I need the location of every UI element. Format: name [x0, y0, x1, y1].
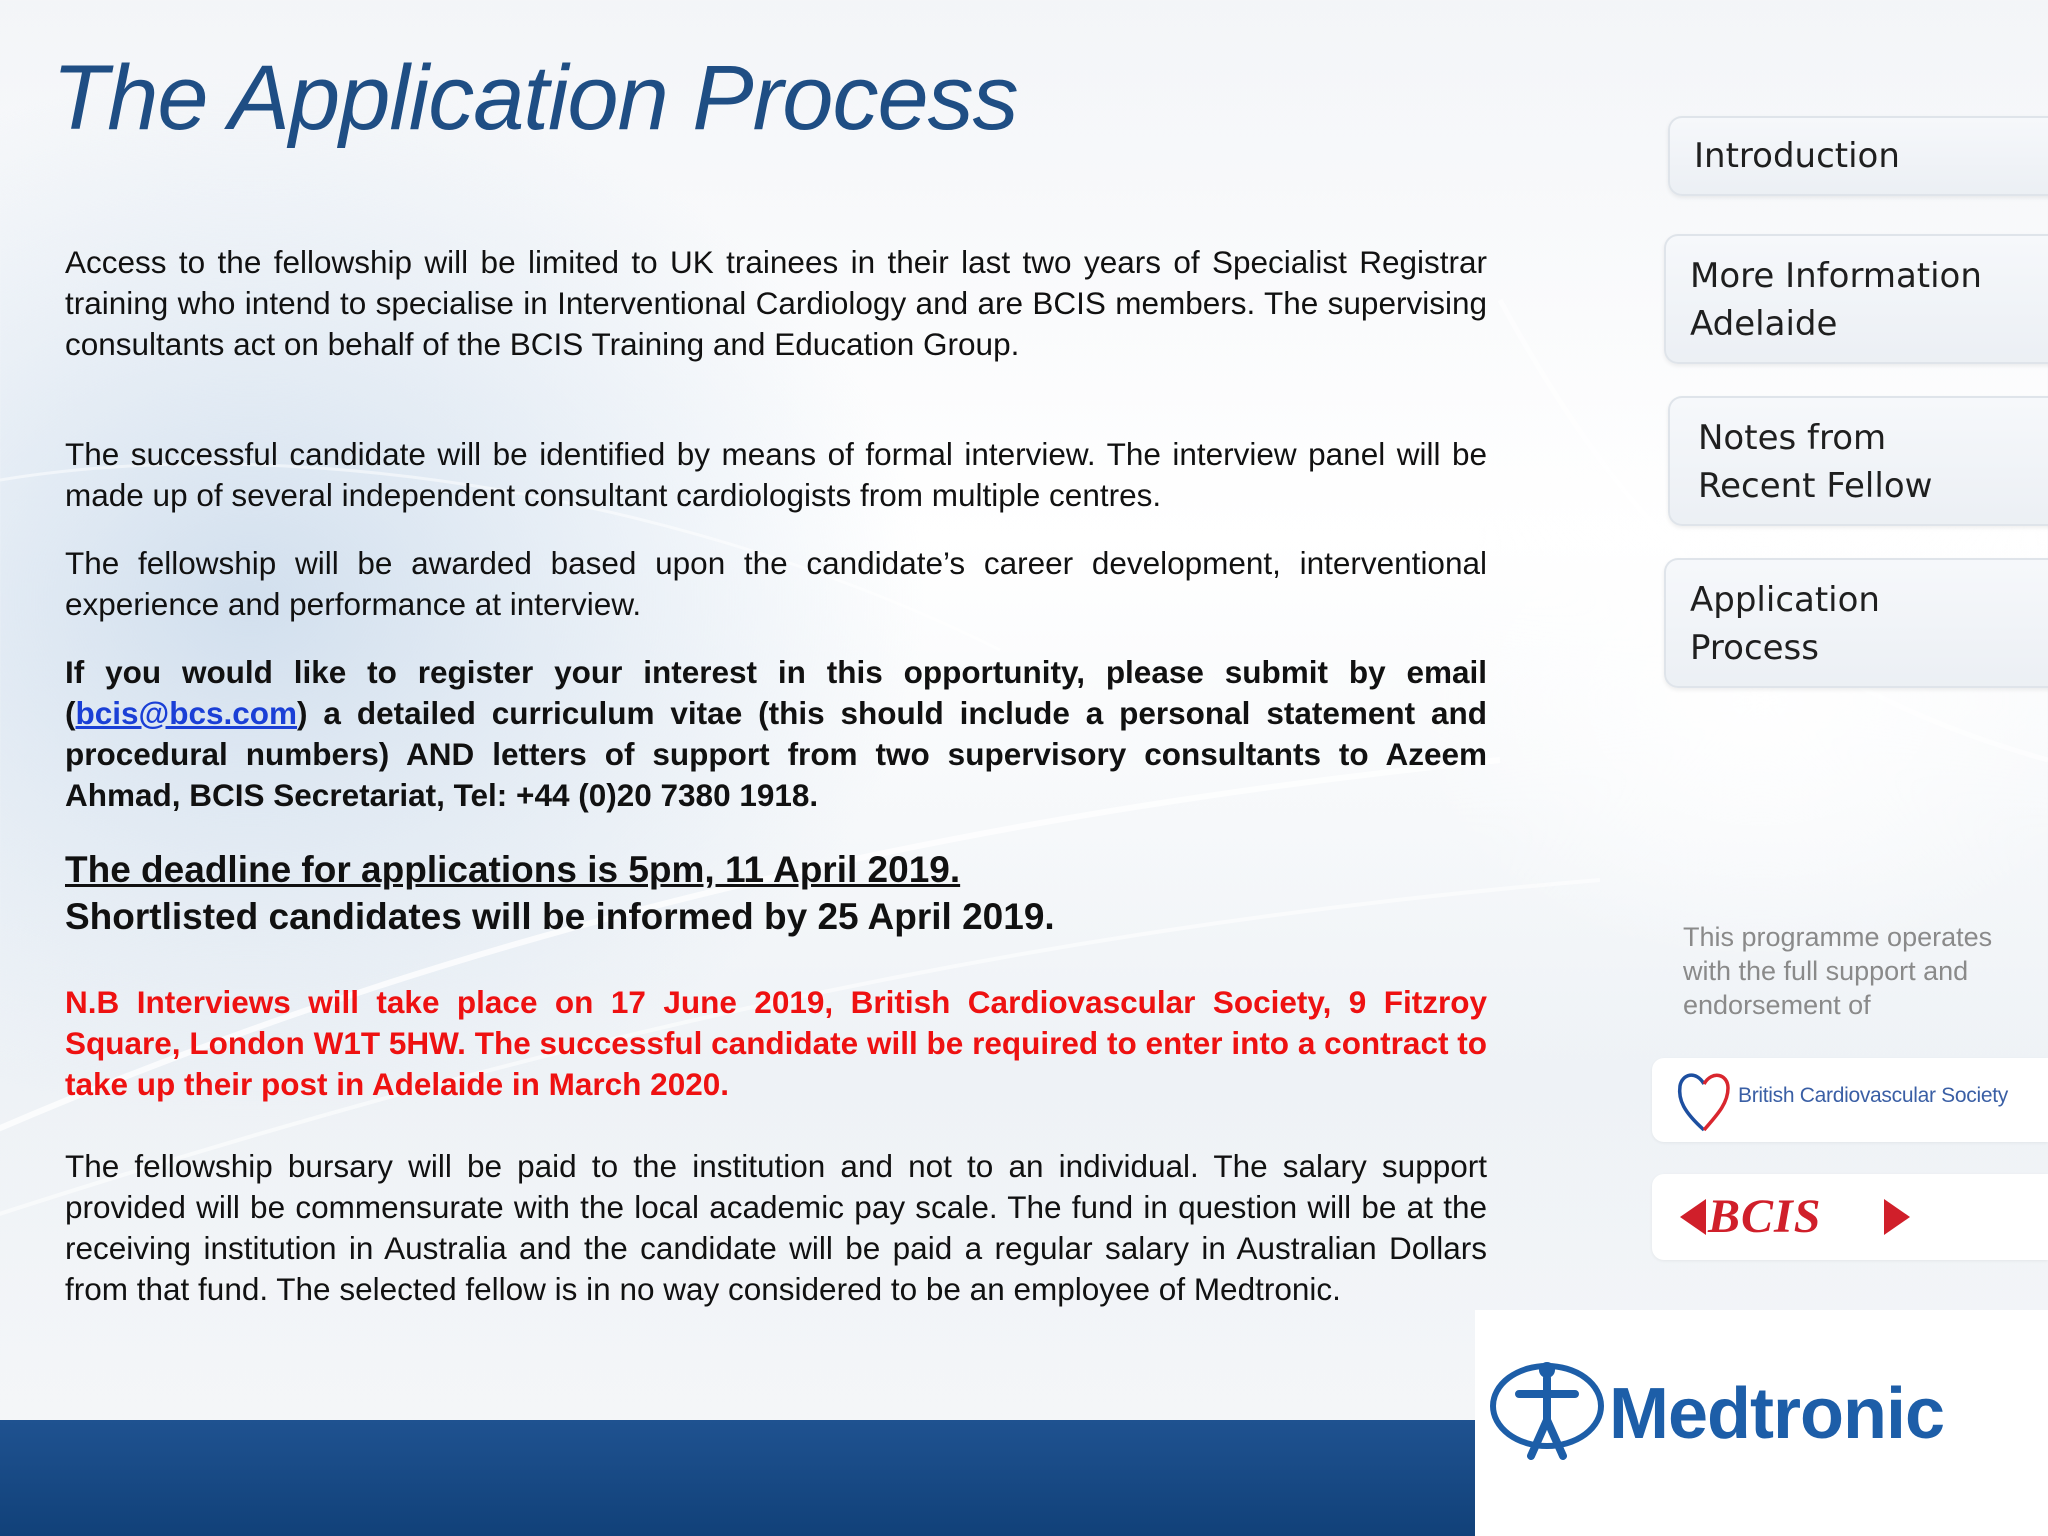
nav-application-process[interactable]	[1664, 558, 2048, 688]
bcs-logo-text: British Cardiovascular Society	[1738, 1084, 2008, 1107]
support-statement: This programme operates with the full support and endorsement of	[1683, 922, 1993, 1020]
medtronic-logo-text: Medtronic	[1609, 1374, 1945, 1454]
nav-notes-from-recent-fellow[interactable]	[1668, 396, 2048, 526]
interview-notice: N.B Interviews will take place on 17 June 2019, British Cardiovascular Society, 9 Fitzroy Square, London W1T 5HW. The successful candidate will be required to enter into a contract to take up their post in Adelaide in March 2020.	[65, 984, 1487, 1102]
nav-introduction-label: Introduction	[1694, 136, 1900, 176]
nav-notes-label-2: Recent Fellow	[1698, 466, 1933, 506]
shortlist-text: Shortlisted candidates will be informed by 25 April 2019.	[65, 896, 1055, 937]
heart-icon	[1674, 1064, 1734, 1136]
nav-more-info-label-2: Adelaide	[1690, 304, 1838, 344]
award-paragraph: The fellowship will be awarded based upon the candidate’s career development, interventional experience and performance at interview.	[65, 545, 1487, 622]
medtronic-figure-icon	[1489, 1360, 1605, 1460]
nav-notes-label-1: Notes from	[1698, 418, 1887, 458]
footer-bar	[0, 1420, 1478, 1536]
deadline-text: The deadline for applications is 5pm, 11 April 2019.	[65, 849, 961, 890]
bursary-paragraph: The fellowship bursary will be paid to the institution and not to an individual. The salary support provided will be commensurate with the local academic pay scale. The fund in question will be at the receiving institution in Australia and the candidate will be paid a regular salary in Australian Dollars from that fund. The selected fellow is in no way considered to be an employee of Medtronic.	[65, 1148, 1487, 1307]
email-link[interactable]: bcis@bcs.com	[75, 695, 298, 731]
bcis-logo	[1652, 1174, 2048, 1260]
nav-more-information-adelaide[interactable]	[1664, 234, 2048, 364]
selection-paragraph: The successful candidate will be identified by means of formal interview. The interview panel will be made up of several independent consultant cardiologists from multiple centres.	[65, 436, 1487, 513]
registration-text-before: If you would like to register your interest in this opportunity, please submit by email (	[65, 654, 1487, 731]
registration-text-after: ) a detailed curriculum vitae (this should include a personal statement and procedural numbers) AND letters of support from two supervisory consultants to Azeem Ahmad, BCIS Secretariat, Tel: +44 (0)20 7380 1918.	[65, 695, 1487, 813]
deadline-block	[65, 846, 1487, 940]
bcis-logo-text: BCIS	[1708, 1190, 1822, 1243]
registration-paragraph	[65, 652, 1487, 816]
nav-introduction[interactable]	[1668, 116, 2048, 196]
nav-application-label-2: Process	[1690, 628, 1819, 668]
eligibility-paragraph: Access to the fellowship will be limited to UK trainees in their last two years of Specialist Registrar training who intend to specialise in Interventional Cardiology and are BCIS members. The supervising consultants act on behalf of the BCIS Training and Education Group.	[65, 244, 1487, 362]
medtronic-logo	[1475, 1310, 2048, 1536]
page-title: The Application Process	[52, 47, 1018, 149]
bcs-logo	[1652, 1058, 2048, 1142]
nav-application-label-1: Application	[1690, 580, 1880, 620]
nav-more-info-label-1: More Information	[1690, 256, 1982, 296]
